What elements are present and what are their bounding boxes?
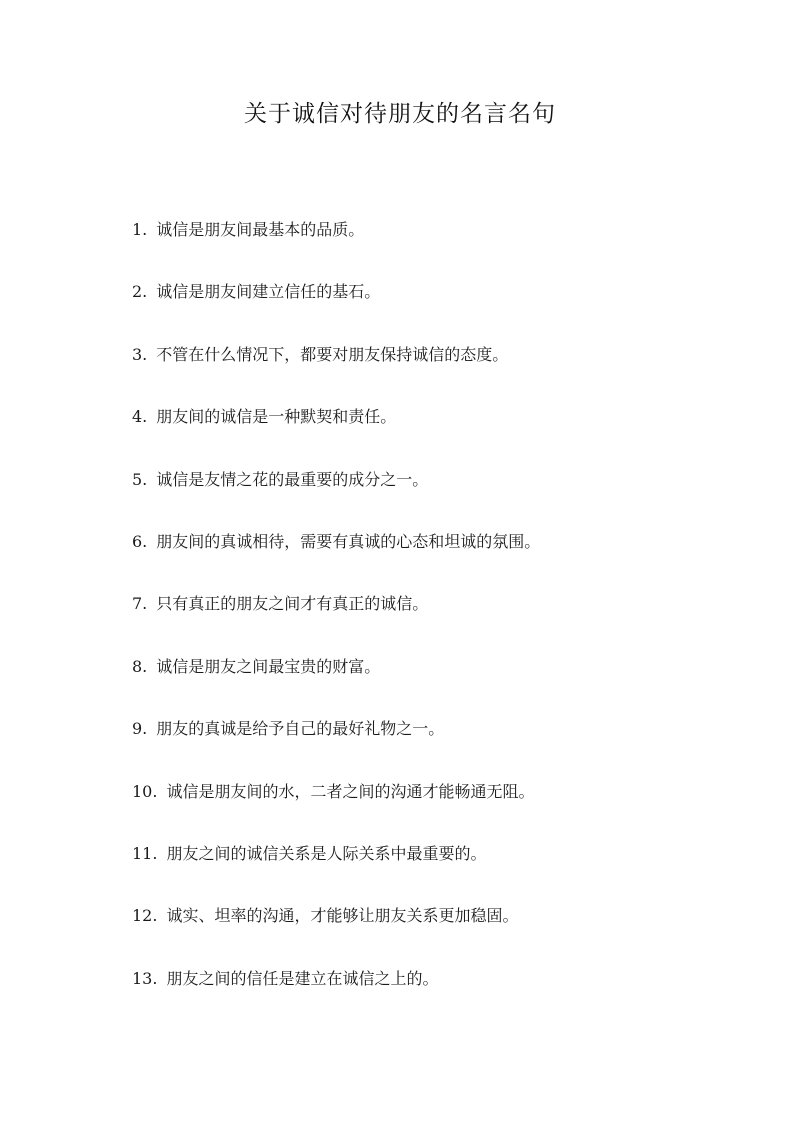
item-number: 8. (132, 656, 148, 676)
item-number: 13. (132, 968, 158, 988)
item-number: 6. (132, 531, 148, 551)
item-text: 朋友的真诚是给予自己的最好礼物之一。 (156, 719, 445, 739)
list-item (132, 715, 752, 777)
list-item (132, 216, 752, 278)
item-number: 1. (132, 220, 148, 239)
item-number: 7. (132, 594, 148, 614)
item-number: 11. (132, 843, 158, 863)
list-item (132, 466, 752, 528)
item-text: 朋友之间的信任是建立在诚信之上的。 (166, 968, 439, 988)
list-item (132, 528, 752, 590)
list-item (132, 902, 752, 964)
list-item (132, 278, 752, 340)
list-item (132, 653, 752, 715)
list-item (132, 965, 752, 1027)
item-text: 朋友间的真诚相待，需要有真诚的心态和坦诚的氛围。 (156, 531, 541, 551)
item-text: 诚实、坦率的沟通，才能够让朋友关系更加稳固。 (166, 906, 519, 926)
page-title: 关于诚信对待朋友的名言名句 (244, 101, 556, 127)
item-number: 9. (132, 719, 148, 739)
item-text: 只有真正的朋友之间才有真正的诚信。 (156, 594, 429, 614)
item-text: 诚信是朋友间的水，二者之间的沟通才能畅通无阻。 (166, 781, 535, 801)
item-number: 5. (132, 469, 148, 489)
list-item (132, 840, 752, 902)
list-item (132, 778, 752, 840)
item-number: 4. (132, 407, 148, 427)
item-number: 10. (132, 781, 158, 801)
item-text: 不管在什么情况下，都要对朋友保持诚信的态度。 (156, 344, 509, 364)
list-item (132, 403, 752, 465)
item-text: 朋友间的诚信是一种默契和责任。 (156, 407, 397, 427)
item-text: 朋友之间的诚信关系是人际关系中最重要的。 (166, 843, 487, 863)
quote-list (132, 216, 752, 1027)
item-text: 诚信是朋友间最基本的品质。 (156, 220, 365, 239)
item-text: 诚信是朋友之间最宝贵的财富。 (156, 656, 381, 676)
item-text: 诚信是友情之花的最重要的成分之一。 (156, 469, 429, 489)
item-text: 诚信是朋友间建立信任的基石。 (156, 282, 381, 302)
item-number: 2. (132, 282, 148, 302)
list-item (132, 590, 752, 652)
item-number: 3. (132, 344, 148, 364)
item-number: 12. (132, 906, 158, 926)
list-item (132, 341, 752, 403)
